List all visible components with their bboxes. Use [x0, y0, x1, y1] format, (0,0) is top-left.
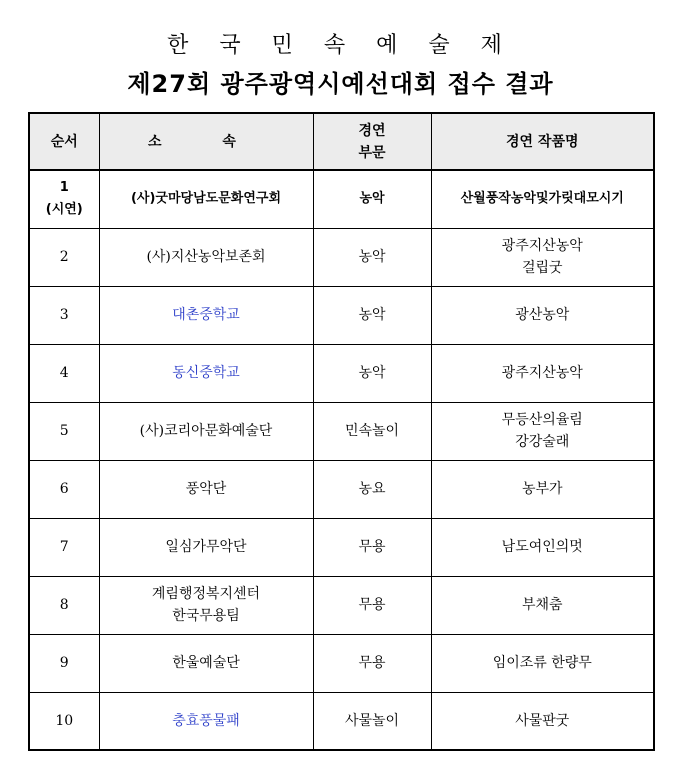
row-number: 1 [59, 180, 69, 196]
cell-org: 대촌중학교 [99, 286, 313, 344]
document-title: 한 국 민 속 예 술 제 [167, 33, 514, 58]
cell-category: 농악 [313, 170, 431, 228]
cell-no: 3 [29, 286, 99, 344]
cell-category: 농요 [313, 460, 431, 518]
cell-no: 6 [29, 460, 99, 518]
cell-work: 남도여인의멋 [431, 518, 654, 576]
table-row [29, 692, 654, 750]
cell-category: 사물놀이 [313, 692, 431, 750]
cell-category: 농악 [313, 344, 431, 402]
cell-no: 8 [29, 576, 99, 634]
header-no: 순서 [29, 113, 99, 170]
cell-work: 부채춤 [431, 576, 654, 634]
cell-org: 동신중학교 [99, 344, 313, 402]
cell-org: 일심가무악단 [99, 518, 313, 576]
work-line1: 광주지산농악 [501, 238, 583, 254]
work-line1: 무등산의율림 [501, 412, 583, 428]
cell-no: 2 [29, 228, 99, 286]
table-row [29, 460, 654, 518]
cell-no: 9 [29, 634, 99, 692]
cell-org: 한울예술단 [99, 634, 313, 692]
cell-work: 사물판굿 [431, 692, 654, 750]
table-header-row [29, 113, 654, 170]
org-line2: 한국무용팀 [172, 608, 240, 624]
document-subtitle: 제27회 광주광역시예선대회 접수 결과 [127, 70, 554, 98]
cell-category: 무용 [313, 576, 431, 634]
table-row [29, 576, 654, 634]
header-org: 소 속 [99, 113, 313, 170]
table-row [29, 170, 654, 228]
header-category-line1: 경연 [358, 122, 386, 139]
cell-category: 농악 [313, 228, 431, 286]
cell-org: (사)굿마당남도문화연구회 [99, 170, 313, 228]
cell-org: 충효풍물패 [99, 692, 313, 750]
results-table [28, 112, 655, 751]
table-row [29, 286, 654, 344]
cell-category: 무용 [313, 634, 431, 692]
cell-work: 광산농악 [431, 286, 654, 344]
org-line1: 계림행정복지센터 [151, 586, 261, 602]
work-line2: 강강술래 [515, 434, 570, 450]
table-row [29, 518, 654, 576]
cell-work: 임이조류 한량무 [431, 634, 654, 692]
cell-no: 10 [29, 692, 99, 750]
cell-work: 산월풍작농악및가릿대모시기 [431, 170, 654, 228]
cell-category: 민속놀이 [313, 402, 431, 460]
cell-org: (사)코리아문화예술단 [99, 402, 313, 460]
cell-org: (사)지산농악보존회 [99, 228, 313, 286]
cell-category: 무용 [313, 518, 431, 576]
cell-work [431, 228, 654, 286]
cell-work: 광주지산농악 [431, 344, 654, 402]
cell-no [29, 170, 99, 228]
cell-no: 7 [29, 518, 99, 576]
header-work: 경연 작품명 [431, 113, 654, 170]
work-line2: 걸립굿 [521, 260, 563, 276]
cell-work: 농부가 [431, 460, 654, 518]
cell-no: 5 [29, 402, 99, 460]
row-note: (시연) [45, 202, 83, 218]
table-row [29, 402, 654, 460]
table-row [29, 634, 654, 692]
cell-work [431, 402, 654, 460]
cell-no: 4 [29, 344, 99, 402]
header-category-line2: 부문 [358, 144, 386, 161]
cell-org [99, 576, 313, 634]
table-row [29, 344, 654, 402]
table-row [29, 228, 654, 286]
header-category [313, 113, 431, 170]
cell-category: 농악 [313, 286, 431, 344]
cell-org: 풍악단 [99, 460, 313, 518]
